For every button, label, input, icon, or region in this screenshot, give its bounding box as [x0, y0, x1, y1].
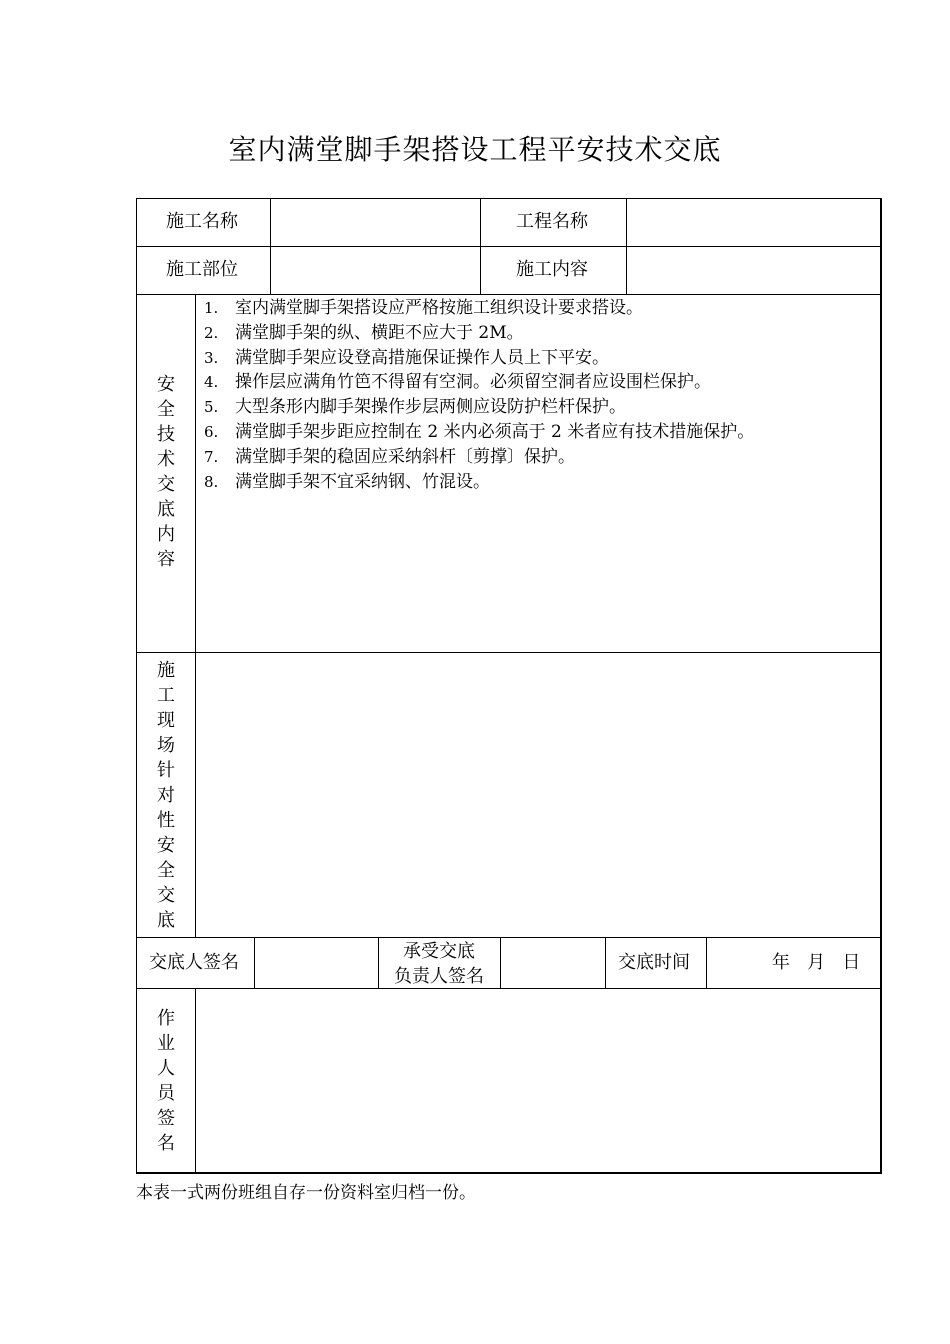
row-divider [136, 937, 882, 938]
footnote: 本表一式两份班组自存一份资料室归档一份。 [136, 1183, 476, 1203]
row-divider [136, 246, 882, 247]
construction-content-label: 施工内容 [516, 259, 588, 280]
row-divider [136, 988, 882, 989]
list-item: 1. 室内满堂脚手架搭设应严格按施工组织设计要求搭设。 [204, 298, 643, 318]
col-divider [195, 294, 196, 937]
col-divider [706, 937, 707, 988]
workers-signature-label: 作 业 人 员 签 名 [157, 1008, 175, 1154]
date-field[interactable]: 年 月 日 [772, 952, 861, 973]
list-item: 4. 操作层应满角竹笆不得留有空洞。必须留空洞者应设围栏保护。 [204, 372, 711, 393]
col-divider [626, 198, 627, 294]
row-divider [136, 294, 882, 295]
list-item: 3. 满堂脚手架应设登高措施保证操作人员上下平安。 [204, 347, 609, 368]
list-item: 7. 满堂脚手架的稳固应采纳斜杆〔剪撑〕保护。 [204, 446, 575, 467]
handover-time-label: 交底时间 [618, 952, 690, 973]
project-name-label: 工程名称 [516, 211, 588, 232]
list-item: 8. 满堂脚手架不宜采纳钢、竹混设。 [204, 471, 490, 492]
list-item: 6. 满堂脚手架步距应控制在 2 米内必须高于 2 米者应有技术措施保护。 [204, 421, 755, 442]
col-divider [605, 937, 606, 988]
safety-content-label: 安 全 技 术 交 底 内 容 [157, 374, 175, 570]
handover-signer-label: 交底人签名 [149, 952, 239, 973]
handover-signer-field[interactable] [256, 939, 377, 987]
workers-signature-field[interactable] [197, 990, 880, 1172]
receiver-signer-field[interactable] [502, 939, 604, 987]
col-divider [270, 198, 271, 294]
receiver-label: 承受交底 负责人签名 [394, 941, 484, 987]
construction-name-label: 施工名称 [166, 211, 238, 232]
construction-content-field[interactable] [634, 258, 874, 282]
safety-items-list [202, 296, 754, 494]
list-item: 2. 满堂脚手架的纵、横距不应大于 2M。 [204, 322, 524, 343]
page-title: 室内满堂脚手架搭设工程平安技术交底 [228, 133, 722, 166]
project-name-field[interactable] [634, 210, 874, 234]
col-divider [480, 198, 481, 294]
construction-part-field[interactable] [278, 258, 474, 282]
site-safety-field[interactable] [197, 654, 880, 936]
col-divider [195, 988, 196, 1174]
site-safety-label: 施 工 现 场 针 对 性 安 全 交 底 [157, 660, 175, 931]
construction-part-label: 施工部位 [166, 259, 238, 280]
list-item: 5. 大型条形内脚手架操作步层两侧应设防护栏杆保护。 [204, 397, 626, 418]
row-divider [136, 652, 882, 653]
col-divider [500, 937, 501, 988]
col-divider [254, 937, 255, 988]
construction-name-field[interactable] [278, 210, 474, 234]
